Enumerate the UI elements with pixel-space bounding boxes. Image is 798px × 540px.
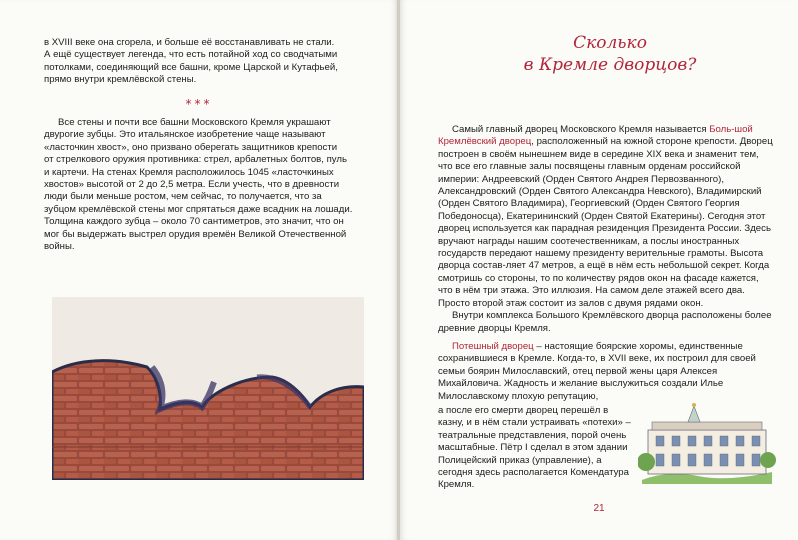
text-line: и картечи. На стенах Кремля расположилось 1045 «ласточкиных [44,166,334,178]
battlements-paragraph [44,117,366,253]
poteshny-palace-paragraph [438,341,774,403]
poteshny-text: а после его смерти дворец перешёл в казну, и в нём стали устраивать «потехи» – театральные представления, порой очень масштабные. Пётр I сделал в этом здании Полицейский приказ (управление), а сегодня здесь располагается Комендатура Кремля. [438,405,631,491]
poteshny-text [438,341,774,403]
poteshny-palace-illustration [638,400,776,484]
heading-line: в Кремле дворцов? [523,55,697,75]
older-palaces-paragraph: Внутри комплекса Большого Кремлёвского дворца расположены более древние дворцы Кремля. [438,310,772,334]
page-number: 21 [593,503,605,514]
text-line: Все стены и почти все башни Московского Кремля украшают [58,117,331,128]
text-line: потолками, соединяющий все башни, кроме Царской и Кутафьей, [44,61,338,73]
section-separator: *** [185,97,213,111]
highlight-term: Боль-шой Кремлёвский дворец [438,124,753,148]
book-spine [397,0,400,540]
grand-palace-paragraph [438,124,774,310]
left-top-paragraph [44,37,364,87]
battlement-illustration [52,297,364,480]
highlight-term: Потешный дворец [452,341,534,352]
text-line: хвостов» высотой от 2 до 2,5 метра. Если учесть, что в древности [44,179,340,191]
text-line: люди были меньше ростом, чем сейчас, то получается, что за [44,191,322,203]
poteshny-continuation [438,405,634,492]
text-line: войны. [44,241,75,253]
text-line: «ласточкин хвост», оно призвано оберегать защитников крепости [44,141,338,153]
text-line: мог бы выдержать выстрел орудия времён Великой Отечественной [44,228,347,240]
text-run: , расположенный на южной стороне крепости. Дворец построен в своём нынешнем виде в середине XIX века и знаменит тем, что все его главные залы посвящены главным орденам российской империи: Андреевский (Орден Святого Андрея Первозванного), Александровский (Орден Святого Александра Невского), Владимирский (Орден Святого Владимира), Георгиевский (Орден Святого Георгия Победоносца), Екатерининский (Орден Святой Екатерины). Сегодня этот дворец используется как парадная резиденция Президента России. Здесь вручают награды нашим соотечественникам, а послы иностранных государств передают нашему президенту верительные грамоты. Высота дворца состав-ляет 47 метров, а ещё в нём есть небольшой секрет. Когда смотришь со стороны, то по количеству рядов окон на фасаде кажется, что в нём три этажа. Это иллюзия. На самом деле этажей всего два. Просто второй этаж состоит из залов с двумя рядами окон. [438,136,773,309]
text-run: Самый главный дворец Московского Кремля называется [452,124,710,135]
section-heading [520,32,700,76]
text-line: в XVIII веке она сгорела, и больше её восстанавливать не стали. [44,37,335,48]
text-line: зубцом кремлёвской стены мог спрятаться даже всадник на лошади. [44,203,353,215]
text-line: Толщина каждого зубца – около 70 сантиметров, это значит, что он [44,216,344,228]
text-line: прямо внутри кремлёвской стены. [44,74,197,86]
grand-palace-text [438,124,774,335]
text-line: двурогие зубцы. Это итальянское изобретение чаще называют [44,129,326,141]
text-line: от стрелкового оружия противника: стрел, арбалетных болтов, пуль [44,154,347,166]
text-run: – настоящие боярские хоромы, единственные сохранившиеся в Кремле. Когда-то, в XVII веке, их построил для своей семьи боярин Милославский, отец первой жены царя Алексея Михайловича. Жадность и желание выслужиться создали Илье Милославскому плохую репутацию, [438,341,756,402]
heading-line: Сколько [573,33,647,53]
text-line: А ещё существует легенда, что есть потайной ход со сводчатыми [44,49,338,61]
